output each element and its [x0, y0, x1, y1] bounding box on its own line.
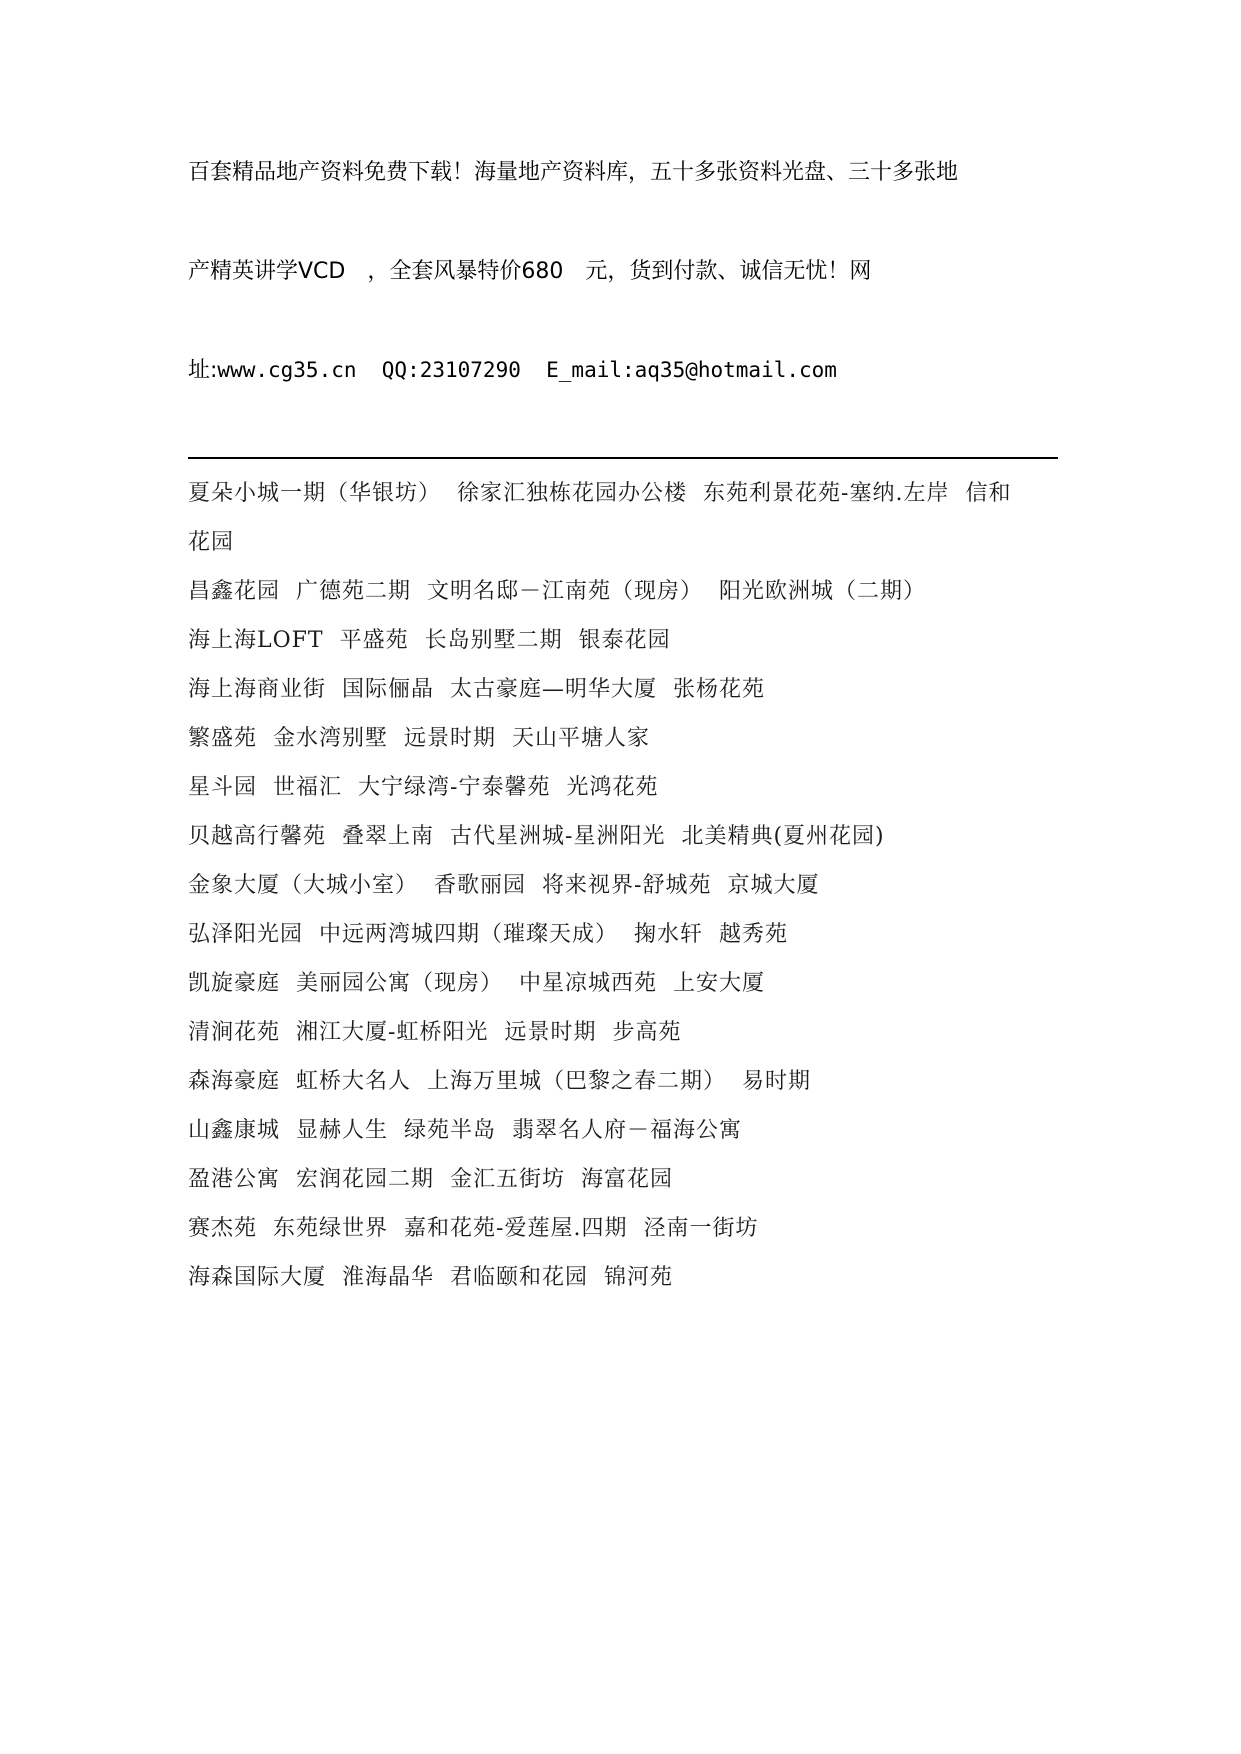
- property-name: 上安大厦: [673, 971, 766, 996]
- property-name: 绿苑半岛: [404, 1118, 497, 1143]
- property-line: [188, 518, 1068, 567]
- header-contact-info: www.cg35.cn QQ:23107290 E_mail:aq35@hotmail.com: [217, 358, 837, 382]
- property-name: 星斗园: [188, 775, 258, 800]
- property-name: 金象大厦（大城小室）: [188, 873, 419, 898]
- property-name: 世福汇: [273, 775, 343, 800]
- property-name: 森海豪庭: [188, 1069, 281, 1094]
- header-line-2: 产精英讲学VCD ，全套风暴特价680 元，货到付款、诚信无忧！网: [188, 259, 872, 284]
- property-name: 湘江大厦-虹桥阳光: [296, 1020, 489, 1045]
- property-name: 繁盛苑: [188, 726, 258, 751]
- property-line: [188, 567, 1068, 616]
- property-name: 贝越高行馨苑: [188, 824, 327, 849]
- property-name: 信和: [965, 481, 1012, 506]
- property-name: 国际俪晶: [342, 677, 435, 702]
- property-name: 宏润花园二期: [296, 1167, 435, 1192]
- property-line: [188, 469, 1068, 518]
- property-name: 盈港公寓: [188, 1167, 281, 1192]
- property-name: 中星凉城西苑: [519, 971, 658, 996]
- property-name: 锦河苑: [604, 1265, 674, 1290]
- property-name: 东苑利景花苑-塞纳.左岸: [703, 481, 950, 506]
- property-name: 弘泽阳光园: [188, 922, 304, 947]
- property-line: [188, 1008, 1068, 1057]
- property-line: [188, 1057, 1068, 1106]
- property-line: [188, 616, 1068, 665]
- header-divider: [188, 457, 1058, 459]
- property-name: 嘉和花苑-爱莲屋.四期: [404, 1216, 628, 1241]
- property-name: 易时期: [742, 1069, 812, 1094]
- property-name: 海富花园: [581, 1167, 674, 1192]
- property-name: 翡翠名人府－福海公寓: [512, 1118, 743, 1143]
- property-name: 长岛别墅二期: [424, 628, 563, 653]
- property-name: 花园: [188, 530, 235, 555]
- property-name: 大宁绿湾-宁泰馨苑: [358, 775, 551, 800]
- property-name: 远景时期: [404, 726, 497, 751]
- property-line: [188, 714, 1068, 763]
- property-name: 山鑫康城: [188, 1118, 281, 1143]
- header-line-3: [188, 354, 1068, 387]
- property-name: 泾南一街坊: [643, 1216, 759, 1241]
- property-name: 上海万里城（巴黎之春二期）: [427, 1069, 727, 1094]
- document-page: [188, 90, 1068, 1302]
- property-name: 夏朵小城一期（华银坊）: [188, 481, 442, 506]
- property-name: 中远两湾城四期（璀璨天成）: [319, 922, 619, 947]
- header-block: [188, 90, 1068, 453]
- property-line: [188, 812, 1068, 861]
- property-line: [188, 665, 1068, 714]
- property-name: 太古豪庭—明华大厦: [450, 677, 658, 702]
- property-line: [188, 1253, 1068, 1302]
- property-name: 远景时期: [504, 1020, 597, 1045]
- property-name: 凯旋豪庭: [188, 971, 281, 996]
- property-name: 广德苑二期: [296, 579, 412, 604]
- property-name: 美丽园公寓（现房）: [296, 971, 504, 996]
- property-name: 赛杰苑: [188, 1216, 258, 1241]
- header-line-1: 百套精品地产资料免费下载！海量地产资料库，五十多张资料光盘、三十多张地: [188, 160, 959, 185]
- property-name: 京城大厦: [727, 873, 820, 898]
- property-name: 虹桥大名人: [296, 1069, 412, 1094]
- property-line: [188, 1204, 1068, 1253]
- property-name: 清涧花苑: [188, 1020, 281, 1045]
- property-name: 金水湾别墅: [273, 726, 389, 751]
- header-line-3-prefix: 址:: [188, 358, 218, 383]
- property-name: 银泰花园: [578, 628, 671, 653]
- property-name: 东苑绿世界: [273, 1216, 389, 1241]
- property-name: 徐家汇独栋花园办公楼: [457, 481, 688, 506]
- property-line: [188, 1155, 1068, 1204]
- property-name: 张杨花苑: [673, 677, 766, 702]
- property-name: 海上海商业街: [188, 677, 327, 702]
- property-name: 叠翠上南: [342, 824, 435, 849]
- property-name: 海森国际大厦: [188, 1265, 327, 1290]
- property-name: 君临颐和花园: [450, 1265, 589, 1290]
- property-name: 天山平塘人家: [512, 726, 651, 751]
- property-name: 光鸿花苑: [566, 775, 659, 800]
- property-name: 淮海晶华: [342, 1265, 435, 1290]
- property-name: 海上海LOFT: [188, 628, 324, 653]
- property-name: 金汇五街坊: [450, 1167, 566, 1192]
- property-name: 香歌丽园: [434, 873, 527, 898]
- property-line: [188, 763, 1068, 812]
- property-name: 文明名邸－江南苑（现房）: [427, 579, 704, 604]
- property-name: 古代星洲城-星洲阳光: [450, 824, 666, 849]
- property-line: [188, 959, 1068, 1008]
- property-name: 越秀苑: [719, 922, 789, 947]
- property-name: 显赫人生: [296, 1118, 389, 1143]
- property-name: 步高苑: [612, 1020, 682, 1045]
- property-line: [188, 1106, 1068, 1155]
- property-name: 平盛苑: [339, 628, 409, 653]
- property-line: [188, 910, 1068, 959]
- property-name: 将来视界-舒城苑: [542, 873, 712, 898]
- property-name: 掬水轩: [634, 922, 704, 947]
- property-name: 阳光欧洲城（二期）: [719, 579, 927, 604]
- property-list: [188, 469, 1068, 1302]
- property-name: 昌鑫花园: [188, 579, 281, 604]
- property-name: 北美精典(夏州花园): [681, 824, 885, 849]
- property-line: [188, 861, 1068, 910]
